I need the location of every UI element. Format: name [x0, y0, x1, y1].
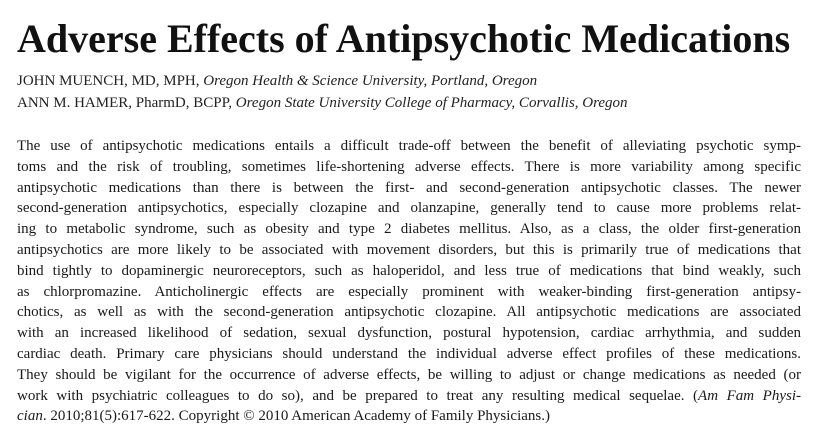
abstract-line: ing to metabolic syndrome, such as obesity and type 2 diabetes mellitus. Also, as a class, the older first-generation — [17, 221, 801, 238]
author-line-1 — [17, 70, 807, 92]
abstract-line: second-generation antipsychotics, especially clozapine and olanzapine, generally tend to cause more problems relat- — [17, 200, 801, 217]
abstract-line: antipsychotic medications than there is between the first- and second-generation antipsychotic classes. The newer — [17, 179, 801, 196]
abstract-line: chotics, as well as with the second-generation antipsychotic clozapine. All antipsychotic medications are associated — [17, 304, 801, 321]
abstract-text: work with psychiatric colleagues to do so), and be prepared to treat any resulting medical sequelae. ( — [17, 387, 699, 404]
abstract — [17, 136, 801, 427]
abstract-line: They should be vigilant for the occurrence of adverse effects, be willing to adjust or change medications as needed (or — [17, 366, 801, 383]
author-name: ANN M. HAMER, PharmD, BCPP, — [17, 95, 236, 111]
abstract-line: The use of antipsychotic medications entails a difficult trade-off between the benefit of alleviating psychotic symp- — [17, 138, 801, 154]
abstract-line: antipsychotics are more likely to be associated with movement disorders, but this is primarily true of medications that — [17, 241, 801, 258]
abstract-line: cardiac death. Primary care physicians should understand the individual adverse effect profiles of these medications. — [17, 345, 801, 362]
abstract-line: toms and the risk of troubling, sometimes life-shortening adverse effects. There is more variability among specific — [17, 158, 801, 175]
author-affiliation: Oregon State University College of Pharmacy, Corvallis, Oregon — [235, 95, 628, 111]
abstract-line-with-citation — [17, 386, 801, 407]
abstract-line: as chlorpromazine. Anticholinergic effects are especially prominent with weaker-binding first-generation antipsy- — [17, 283, 801, 300]
citation-line — [17, 406, 801, 427]
citation-journal: Am Fam Physi- — [698, 387, 801, 404]
article-header — [17, 0, 807, 425]
author-line-2 — [17, 92, 807, 114]
author-name: JOHN MUENCH, MD, MPH, — [17, 73, 204, 89]
author-list — [17, 70, 807, 114]
citation-details: . 2010;81(5):617-622. Copyright © 2010 American Academy of Family Physicians.) — [42, 408, 550, 425]
abstract-line: bind tightly to dopaminergic neuroreceptors, such as haloperidol, and less true of medications that bind weakly, such — [17, 262, 801, 279]
abstract-line: with an increased likelihood of sedation, sexual dysfunction, postural hypotension, cardiac arrhythmia, and sudden — [17, 325, 801, 342]
article-title: Adverse Effects of Antipsychotic Medications — [17, 16, 791, 61]
author-affiliation: Oregon Health & Science University, Portland, Oregon — [203, 73, 538, 89]
citation-journal: cian — [17, 408, 43, 425]
